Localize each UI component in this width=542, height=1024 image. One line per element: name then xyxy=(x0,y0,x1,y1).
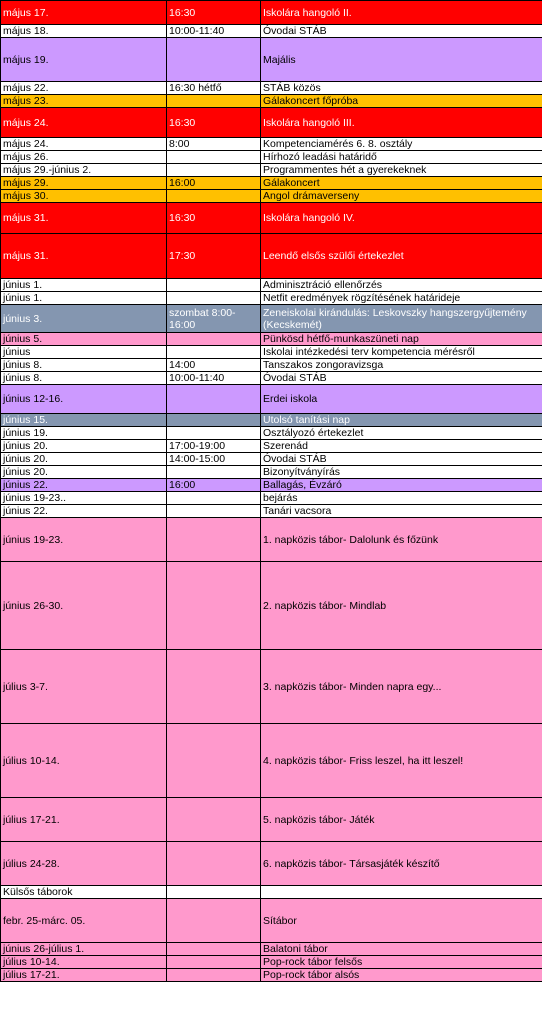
date-cell: május 31. xyxy=(1,203,167,234)
event-cell: Majális xyxy=(261,38,542,82)
schedule-row xyxy=(1,138,542,151)
schedule-row xyxy=(1,969,542,982)
schedule-row xyxy=(1,518,542,562)
date-cell: június 3. xyxy=(1,305,167,333)
time-cell: 16:30 hétfő xyxy=(167,82,261,95)
time-cell: 17:30 xyxy=(167,234,261,279)
schedule-row xyxy=(1,359,542,372)
time-cell: 8:00 xyxy=(167,138,261,151)
event-cell: Szerenád xyxy=(261,440,542,453)
time-cell xyxy=(167,292,261,305)
time-cell: 16:00 xyxy=(167,177,261,190)
event-cell: Gálakoncert főpróba xyxy=(261,95,542,108)
event-cell: Pünkösd hétfő-munkaszüneti nap xyxy=(261,333,542,346)
event-cell: Netfit eredmények rögzítésének határideje xyxy=(261,292,542,305)
date-cell: június 5. xyxy=(1,333,167,346)
date-cell: június 26-július 1. xyxy=(1,943,167,956)
date-cell: június 15. xyxy=(1,414,167,427)
schedule-row xyxy=(1,492,542,505)
event-cell: Kompetenciamérés 6. 8. osztály xyxy=(261,138,542,151)
date-cell: május 18. xyxy=(1,25,167,38)
schedule-row xyxy=(1,95,542,108)
time-cell xyxy=(167,95,261,108)
date-cell: június 8. xyxy=(1,359,167,372)
schedule-row xyxy=(1,842,542,886)
event-cell: 2. napközis tábor- Mindlab xyxy=(261,562,542,650)
event-cell: Tanári vacsora xyxy=(261,505,542,518)
time-cell xyxy=(167,724,261,798)
date-cell: május 26. xyxy=(1,151,167,164)
schedule-row xyxy=(1,899,542,943)
time-cell xyxy=(167,943,261,956)
schedule-row xyxy=(1,177,542,190)
schedule-row xyxy=(1,956,542,969)
time-cell: 16:00 xyxy=(167,479,261,492)
date-cell: június 26-30. xyxy=(1,562,167,650)
schedule-row xyxy=(1,562,542,650)
date-cell: febr. 25-márc. 05. xyxy=(1,899,167,943)
event-cell: Adminisztráció ellenőrzés xyxy=(261,279,542,292)
date-cell: május 23. xyxy=(1,95,167,108)
date-cell: június 1. xyxy=(1,292,167,305)
schedule-row xyxy=(1,305,542,333)
schedule-row xyxy=(1,798,542,842)
event-cell: Leendő elsős szülői értekezlet xyxy=(261,234,542,279)
schedule-row xyxy=(1,372,542,385)
date-cell: június 22. xyxy=(1,505,167,518)
time-cell: 10:00-11:40 xyxy=(167,372,261,385)
schedule-row xyxy=(1,943,542,956)
schedule-row xyxy=(1,650,542,724)
time-cell: 10:00-11:40 xyxy=(167,25,261,38)
time-cell xyxy=(167,385,261,414)
time-cell: 16:30 xyxy=(167,203,261,234)
date-cell: május 17. xyxy=(1,1,167,25)
date-cell: július 17-21. xyxy=(1,798,167,842)
event-cell: 3. napközis tábor- Minden napra egy... xyxy=(261,650,542,724)
date-cell: május 30. xyxy=(1,190,167,203)
event-cell: Iskolai intézkedési terv kompetencia mérésről xyxy=(261,346,542,359)
date-cell: július 10-14. xyxy=(1,956,167,969)
time-cell xyxy=(167,164,261,177)
time-cell xyxy=(167,842,261,886)
schedule-row xyxy=(1,234,542,279)
time-cell xyxy=(167,38,261,82)
event-cell: 1. napközis tábor- Dalolunk és főzünk xyxy=(261,518,542,562)
schedule-row xyxy=(1,82,542,95)
date-cell: május 22. xyxy=(1,82,167,95)
time-cell xyxy=(167,562,261,650)
date-cell: július 10-14. xyxy=(1,724,167,798)
event-cell: Osztályozó értekezlet xyxy=(261,427,542,440)
schedule-row xyxy=(1,190,542,203)
event-cell: Pop-rock tábor felsős xyxy=(261,956,542,969)
date-cell: Külsős táborok xyxy=(1,886,167,899)
time-cell xyxy=(167,414,261,427)
event-cell: STÁB közös xyxy=(261,82,542,95)
time-cell xyxy=(167,279,261,292)
date-cell: május 24. xyxy=(1,138,167,151)
time-cell xyxy=(167,492,261,505)
time-cell xyxy=(167,956,261,969)
schedule-row xyxy=(1,108,542,138)
date-cell: június 1. xyxy=(1,279,167,292)
time-cell xyxy=(167,969,261,982)
date-cell: május 31. xyxy=(1,234,167,279)
time-cell xyxy=(167,650,261,724)
schedule-row xyxy=(1,414,542,427)
time-cell: 16:30 xyxy=(167,108,261,138)
time-cell: szombat 8:00-16:00 xyxy=(167,305,261,333)
schedule-row xyxy=(1,505,542,518)
date-cell: június 19-23. xyxy=(1,518,167,562)
event-cell: Hírhozó leadási határidő xyxy=(261,151,542,164)
event-cell: Sítábor xyxy=(261,899,542,943)
time-cell xyxy=(167,427,261,440)
time-cell xyxy=(167,466,261,479)
schedule-row xyxy=(1,385,542,414)
time-cell: 14:00 xyxy=(167,359,261,372)
date-cell: május 24. xyxy=(1,108,167,138)
date-cell: június 19. xyxy=(1,427,167,440)
schedule-row xyxy=(1,440,542,453)
event-cell: Zeneiskolai kirándulás: Leskovszky hangszergyűjtemény (Kecskemét) xyxy=(261,305,542,333)
time-cell: 17:00-19:00 xyxy=(167,440,261,453)
time-cell xyxy=(167,151,261,164)
date-cell: június 19-23.. xyxy=(1,492,167,505)
date-cell: június 22. xyxy=(1,479,167,492)
schedule-row xyxy=(1,164,542,177)
event-cell: Angol drámaverseny xyxy=(261,190,542,203)
schedule-body xyxy=(1,1,542,982)
event-cell: Iskolára hangoló III. xyxy=(261,108,542,138)
event-cell xyxy=(261,886,542,899)
schedule-row xyxy=(1,292,542,305)
event-cell: 5. napközis tábor- Játék xyxy=(261,798,542,842)
time-cell: 16:30 xyxy=(167,1,261,25)
time-cell xyxy=(167,518,261,562)
schedule-row xyxy=(1,724,542,798)
time-cell xyxy=(167,190,261,203)
event-cell: Tanszakos zongoravizsga xyxy=(261,359,542,372)
event-cell: Balatoni tábor xyxy=(261,943,542,956)
schedule-row xyxy=(1,886,542,899)
event-cell: Gálakoncert xyxy=(261,177,542,190)
date-cell: június 8. xyxy=(1,372,167,385)
event-cell: Óvodai STÁB xyxy=(261,25,542,38)
date-cell: május 29. xyxy=(1,177,167,190)
time-cell xyxy=(167,899,261,943)
schedule-row xyxy=(1,279,542,292)
event-cell: Ballagás, Évzáró xyxy=(261,479,542,492)
event-cell: bejárás xyxy=(261,492,542,505)
event-cell: Utolsó tanítási nap xyxy=(261,414,542,427)
date-cell: május 19. xyxy=(1,38,167,82)
schedule-row xyxy=(1,333,542,346)
date-cell: június 20. xyxy=(1,466,167,479)
time-cell: 14:00-15:00 xyxy=(167,453,261,466)
time-cell xyxy=(167,505,261,518)
schedule-row xyxy=(1,427,542,440)
event-cell: Pop-rock tábor alsós xyxy=(261,969,542,982)
date-cell: június xyxy=(1,346,167,359)
event-cell: Iskolára hangoló II. xyxy=(261,1,542,25)
time-cell xyxy=(167,346,261,359)
schedule-row xyxy=(1,151,542,164)
date-cell: június 20. xyxy=(1,440,167,453)
schedule-row xyxy=(1,38,542,82)
time-cell xyxy=(167,333,261,346)
time-cell xyxy=(167,798,261,842)
schedule-row xyxy=(1,479,542,492)
event-cell: Iskolára hangoló IV. xyxy=(261,203,542,234)
date-cell: július 17-21. xyxy=(1,969,167,982)
date-cell: június 12-16. xyxy=(1,385,167,414)
schedule-row xyxy=(1,203,542,234)
date-cell: július 24-28. xyxy=(1,842,167,886)
event-cell: Óvodai STÁB xyxy=(261,453,542,466)
event-cell: Programmentes hét a gyerekeknek xyxy=(261,164,542,177)
schedule-row xyxy=(1,346,542,359)
schedule-row xyxy=(1,453,542,466)
date-cell: június 20. xyxy=(1,453,167,466)
schedule-row xyxy=(1,466,542,479)
schedule-row xyxy=(1,25,542,38)
event-cell: 6. napközis tábor- Társasjáték készítő xyxy=(261,842,542,886)
schedule-row xyxy=(1,1,542,25)
date-cell: július 3-7. xyxy=(1,650,167,724)
date-cell: május 29.-június 2. xyxy=(1,164,167,177)
event-cell: Erdei iskola xyxy=(261,385,542,414)
event-cell: 4. napközis tábor- Friss leszel, ha itt leszel! xyxy=(261,724,542,798)
event-cell: Óvodai STÁB xyxy=(261,372,542,385)
time-cell xyxy=(167,886,261,899)
event-cell: Bizonyítványírás xyxy=(261,466,542,479)
